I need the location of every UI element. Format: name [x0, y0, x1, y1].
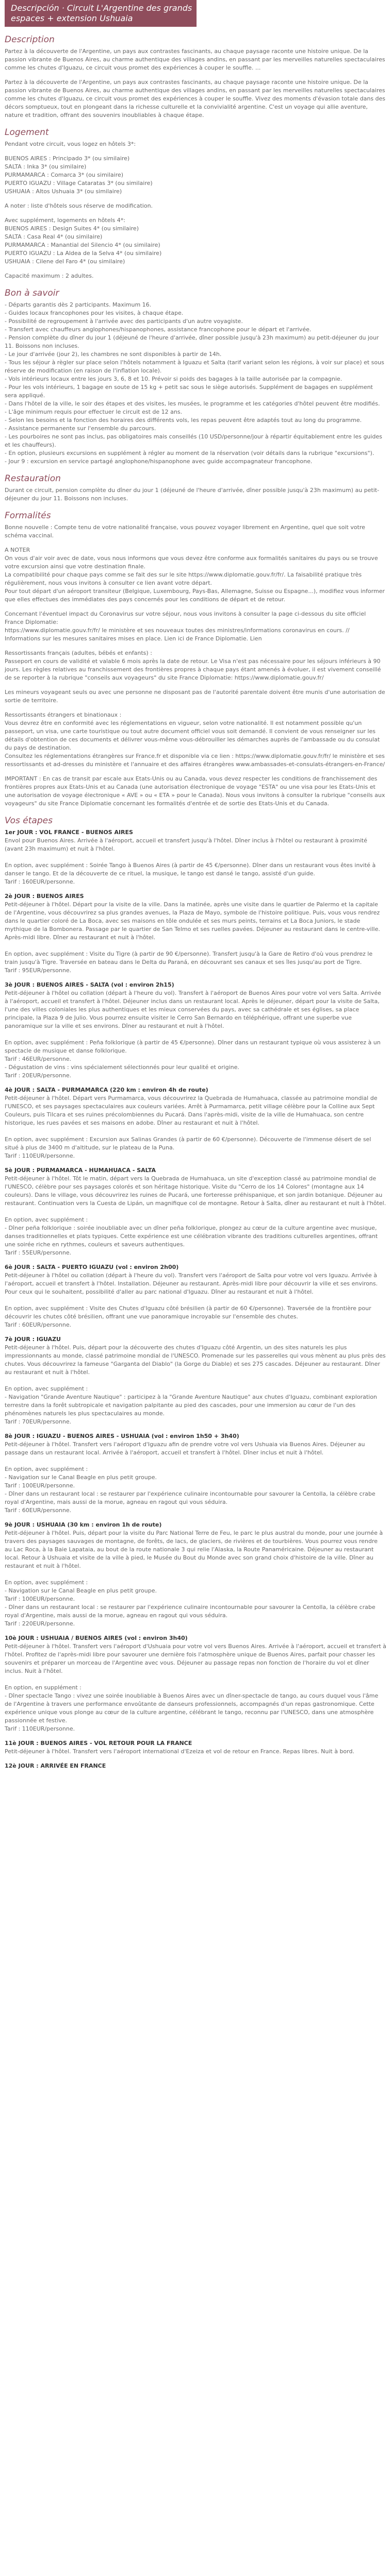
itinerary-days — [5, 828, 386, 1770]
day-description: Envol pour Buenos Aires. Arrivée à l'aéroport, accueil et transfert jusqu'à l'hôtel. Dîner inclus à l'hôtel ou restaurant à proximité (avant 23h maximum) et nuit à l'hôtel. En option, avec supplément : Soirée Tango à Buenos Aires (à partir de 45 €/personne). Dîner dans un restaurant vous êtes invité à danser le tango. Et de la découverte de ce rituel, la musique, le tango est dansé le tango, assisté d'un guide. Tarif : 160EUR/personne. — [5, 837, 376, 885]
section-title: Restauration — [5, 473, 61, 484]
formalites-section — [5, 510, 386, 808]
day-description: Petit-déjeuner à l'hôtel. Puis, départ pour la visite du Parc National Terre de Feu, le parc le plus austral du monde, pour une journée à travers des paysages sauvages de montagne, de forêts, de lacs, de glaciers, de rivières et de tourbières. Vous pourrez vous rendre au Lac Roca, à la Baie Lapataia, au bout de la route nationale 3 qui relie l'Alaska, la Route Panaméricaine. Déjeuner au restaurant local. Retour à Ushuaia et visite de la ville à pied, le Musée du Bout du Monde avec son grand choix d'histoire de la ville. Dîner au restaurant et nuit à l'hôtel. En option, avec supplément : - Navigation sur le Canal Beagle en plus petit groupe. Tarif : 100EUR/personne. - Dîner dans un restaurant local : se restaurer par l'expérience culinaire incontournable pour savourer la Centolla, la célèbre crabe royal d'Argentine, mais aussi de la morue, agneau en ragout qui vous séduira. Tarif : 220EUR/personne. — [5, 1530, 383, 1627]
itinerary-day — [5, 892, 386, 975]
paragraph: A NOTER On vous d'air voir avec de date, vous nous informons que vous devez être conforme aux formalités sanitaires du pays ou se trouve votre excursion ainsi que votre destination finale. La compatibilité pour chaque pays comme se fait des sur le site https://www.diplomatie.gouv.fr/fr/. La faisabilité pratique très régulièrement, nous vous invitons à consulter ce lien avant votre départ. Pour tout départ d'un aéroport transiteur (Belgique, Luxembourg, Pays-Bas, Allemagne, Suisse ou Espagne...), modifiez vous informer que elles effectues des immédiates des pays concernés pour les conditions de départ et de retour. — [5, 547, 385, 603]
section-title: Vos étapes — [5, 816, 53, 826]
day-title: 11è JOUR : BUENOS AIRES - VOL RETOUR POUR LA FRANCE — [5, 1740, 192, 1747]
itinerary-day — [5, 1762, 386, 1770]
itinerary-day — [5, 1263, 386, 1329]
day-title: 6è JOUR : SALTA - PUERTO IGUAZU (vol : environ 2h00) — [5, 1264, 179, 1270]
day-title: 8è JOUR : IGUAZU - BUENOS AIRES - USHUAIA (vol : environ 1h50 + 3h40) — [5, 1433, 239, 1439]
day-title: 2è JOUR : BUENOS AIRES — [5, 893, 84, 900]
paragraph: - Départs garantis dès 2 participants. Maximum 16. - Guides locaux francophones pour les visites, à chaque étape. - Possibilité de regroupement à l'arrivée avec des participants d'un autre voyagiste. - Transfert avec chauffeurs anglophones/hispanophones, assistance francophone pour le départ et l'arrivée. - Pension complète du dîner du jour 1 (déjeuné de l'heure d'arrivée, dîner possible jusqu'à 23h maximum) au petit-déjeuner du jour 11. Boissons non incluses. - Le jour d'arrivée (jour 2), les chambres ne sont disponibles à partir de 14h. - Tous les séjour à règler sur place selon l'hôtels notamment à Iguazu et Salta (tarif variant selon les régions, à voir sur place) et sous réserve de modification (en raison de l'inflation locale). - Vols intérieurs locaux entre les jours 3, 6, 8 et 10. Prévoir si poids des bagages à la taille autorisée par la compagnie. - Pour les vols intérieurs, 1 bagage en soute de 15 kg + petit sac sous le siège autorisés. Supplément de bagages en supplément sera appliqué. - Dans l'hôtel de la ville, le soir des étapes et des visites, les musées, le programme et les catégories d'hôtel peuvent être modifiés. - L'âge minimum requis pour effectuer le circuit est de 12 ans. - Selon les besoins et la fonction des horaires des différents vols, les repas peuvent être adaptés tout au long du programme. - Assistance permanente sur l'ensemble du parcours. - Les pourboires ne sont pas inclus, pas obligatoires mais conseillés (10 USD/personne/jour à répartir équitablement entre les guides et les chauffeurs). - En option, plusieurs excursions en supplément à régler au moment de la réservation (voir détails dans la rubrique "excursions"). - Jour 9 : excursion en service partagé anglophone/hispanophone avec guide accompagnateur francophone. — [5, 301, 384, 465]
day-description: Petit-déjeuner à l'hôtel. Départ vers Purmamarca, vous découvrirez la Quebrada de Humahuaca, classée au patrimoine mondial de l'UNESCO, et ses paysages spectaculaires aux couleurs variées. Arrêt à Purmamarca, petit village célèbre pour la Colline aux Sept Couleurs, puis Tilcara et ses ruines précolombiennes du Pucará. Dans l'après-midi, visite de la ville de Humahuaca, son centre historique, les rues pavées et ses maisons en adobe. Dîner au restaurant et nuit à l'hôtel. En option, avec supplément : Excursion aux Salinas Grandes (à partir de 60 €/personne). Découverte de l'immense désert de sel situé à plus de 3400 m d'altitude, sur le plateau de la Puna. Tarif : 110EUR/personne. — [5, 1095, 378, 1159]
day-title: 5è JOUR : PURMAMARCA - HUMAHUACA - SALTA — [5, 1167, 156, 1174]
description-section — [5, 34, 386, 120]
paragraph: BUENOS AIRES : Principado 3* (ou similaire) SALTA : Inka 3* (ou similaire) PURMAMARCA : Comarca 3* (ou similaire) PUERTO IGUAZU : Village Cataratas 3* (ou similaire) USHUAIA : Altos Ushuaia 3* (ou similaire) — [5, 155, 153, 195]
paragraph: A noter : liste d'hôtels sous réserve de modification. — [5, 202, 153, 209]
section-title: Bon à savoir — [5, 288, 59, 298]
itinerary-day — [5, 1335, 386, 1426]
day-description: Petit-déjeuner à l'hôtel. Tôt le matin, départ vers la Quebrada de Humahuaca, un site d'exception classé au patrimoine mondial de l'UNESCO, célèbre pour ses paysages colorés et son héritage historique. Visite du "Cerro de los 14 Colores" (montagne aux 14 couleurs). Dans le village, vous découvrirez les ruines de Pucará, une forteresse préhispanique, et son jardin botanique. Déjeuner au restaurant. Continuation vers la Cuesta de Lipán, un magnifique col de montagne. Retour à Salta, dîner au restaurant et nuit à l'hôtel. En option, avec supplément : - Dîner peña folklorique : soirée inoubliable avec un dîner peña folklorique, plongez au cœur de la culture argentine avec musique, danses traditionnelles et plats typiques. Cette expérience est une célébration vibrante des traditions culturelles argentines, offrant une soirée riche en rythmes, couleurs et saveurs authentiques. Tarif : 55EUR/personne. — [5, 1175, 386, 1256]
paragraph: Avec supplément, logements en hôtels 4*: BUENOS AIRES : Design Suites 4* (ou similaire) SALTA : Casa Real 4* (ou similaire) PURMAMARCA : Manantial del Silencio 4* (ou similaire) PUERTO IGUAZU : La Aldea de la Selva 4* (ou similaire) USHUAIA : Cilene del Faro 4* (ou similaire) — [5, 217, 162, 265]
paragraph: Ressortissants étrangers et binationaux : Vous devrez être en conformité avec les réglementations en vigueur, selon votre nationalité. Il est notamment possible qu'un passeport, un visa, une carte touristique ou tout autre document officiel vous soit demandé. Il convient de vous renseigner sur les détails d'obtention de ces documents et délivrer vous-même vous-débrouiller les démarches auprès de l'ambassade ou du consulat du pays de destination. Consultez les réglementations étrangères sur France.fr et disponible via ce lien : https://www.diplomatie.gouv.fr/fr/ le ministère et ses ressortissants et ad-dresses du ministère et l'annuaire et des affaires étrangères www.ambassades-et-consulats-étrangers-en-France/ — [5, 711, 385, 768]
section-title: Formalités — [5, 511, 51, 521]
day-title: 9è JOUR : USHUAIA (30 km : environ 1h de route) — [5, 1521, 162, 1528]
description-paragraph: Partez à la découverte de l'Argentine, un pays aux contrastes fascinants, au chaque paysage raconte une histoire unique. De la passion vibrante de Buenos Aires, au charme authentique des villages andins, en passant par les merveilles naturelles spectaculaires comme les chutes d'Iguazu, ce circuit vous promet des expériences à couper le souffle. Vivez des moments d'évasion totale dans des décors somptueux, tout en plongeant dans la richesse culturelle et la convivialité argentine. C'est un voyage qui allie aventure, nature et tradition, offrant des souvenirs inoubliables à chaque étape. — [5, 79, 386, 118]
day-title: 4è JOUR : SALTA - PURMAMARCA (220 km : environ 4h de route) — [5, 1087, 208, 1093]
day-description: Petit-déjeuner à l'hôtel. Transfert vers l'aéroport international d'Ezeiza et vol de retour en France. Repas libres. Nuit à bord. — [5, 1748, 354, 1755]
day-description: Petit-déjeuner à l'hôtel ou collation (départ à l'heure du vol). Transfert vers l'aéroport de Salta pour votre vol vers Iguazu. Arrivée à l'aéroport, accueil et transfert à l'hôtel. Installation. Déjeuner au restaurant. Après-midi libre pour découvrir la ville et ses environs. Pour ceux qui le souhaitent, possibilité d'aller au parc national d'Iguazu. Dîner au restaurant et nuit à l'hôtel. En option, avec supplément : Visite des Chutes d'Iguazu côté brésilien (à partir de 60 €/personne). Traversée de la frontière pour découvrir les chutes côté brésilien, offrant une vue panoramique incroyable sur l'ensemble des chutes. Tarif : 60EUR/personne. — [5, 1272, 378, 1328]
paragraph: Ressortissants français (adultes, bébés et enfants) : Passeport en cours de validité et valable 6 mois après la date de retour. Le Visa n'est pas nécessaire pour les séjours inférieurs à 90 jours. Les règles relatives au franchissement des frontières propres à chaque pays étant amenés à évoluer, il est vivement conseillé de se reporter à la rubrique "conseils aux voyageurs" du site France Diplomatie: https://www.diplomatie.gouv.fr/ — [5, 650, 381, 681]
paragraph: Capacité maximum : 2 adultes. — [5, 273, 94, 279]
itinerary-day — [5, 828, 386, 886]
restauration-section — [5, 473, 386, 503]
day-title: 7è JOUR : IGUAZU — [5, 1336, 61, 1343]
bon-a-savoir-section — [5, 287, 386, 466]
itinerary-day — [5, 1739, 386, 1756]
day-description: Petit-déjeuner à l'hôtel. Transfert vers l'aéroport d'Ushuaia pour votre vol vers Buenos Aires. Arrivée à l'aéroport, accueil et transfert à l'hôtel. Profitez de l'après-midi libre pour savourer une dernière fois l'atmosphère unique de Buenos Aires, parfait pour chasser les souvenirs et préparer un morceau de l'Argentine avec vous. Déjeuner au passage repas non fonction de l'horaire du vol et dîner inclus. Nuit à l'hôtel. En option, en supplément : - Dîner spectacle Tango : vivez une soirée inoubliable à Buenos Aires avec un dîner-spectacle de tango, au cours duquel vous l'âme de l'Argentine à travers une performance envoûtante de danseurs professionnels, accompagnés d'un repas gastronomique. Cette expérience unique vous plonge au cœur de la culture argentine, célébrant le tango, reconnu par l'UNESCO, dans une atmosphère passionnée et festive. Tarif : 110EUR/personne. — [5, 1643, 386, 1732]
itinerary-day — [5, 981, 386, 1080]
day-description: Petit-déjeuner à l'hôtel ou collation (départ à l'heure du vol). Transfert à l'aéroport de Buenos Aires pour votre vol vers Salta. Arrivée à l'aéroport, accueil et transfert à l'hôtel. Déjeuner inclus dans un restaurant local. Après le déjeuner, départ pour la visite de Salta, l'une des villes coloniales les plus authentiques et les mieux conservées du pays, avec sa cathédrale et ses églises, sa place principale, la Plaza 9 de Julio. Vous pourrez ensuite visiter le Cerro San Bernardo en téléphérique, offrant une superbe vue panoramique sur la ville et ses environs. Dîner au restaurant et nuit à l'hôtel. En option, avec supplément : Peña folklorique (à partir de 45 €/personne). Dîner dans un restaurant typique où vous assisterez à un spectacle de musique et danse folklorique. Tarif : 46EUR/personne. - Dégustation de vins : vins spécialement sélectionnés pour leur qualité et origine. Tarif : 20EUR/personne. — [5, 990, 381, 1079]
paragraph: Concernant l'éventuel impact du Coronavirus sur votre séjour, nous vous invitons à consulter la page ci-dessous du site officiel France Diplomatie: https://www.diplomatie.gouv.fr/fr/ le ministère et ses nouveaux toutes des ministres/informations coronavirus en cours. // Informations sur les mesures sanitaires mises en place. Lien ici de France Diplomatie. Lien — [5, 611, 366, 642]
itinerary-section — [5, 815, 386, 1770]
day-title: 1er JOUR : VOL FRANCE - BUENOS AIRES — [5, 829, 133, 836]
itinerary-day — [5, 1086, 386, 1160]
day-title: 10è JOUR : USHUAIA / BUENOS AIRES (vol : environ 3h40) — [5, 1635, 188, 1641]
day-description: Petit-déjeuner à l'hôtel. Transfert vers l'aéroport d'Iguazu afin de prendre votre vol vers Ushuaia via Buenos Aires. Déjeuner au passage dans un restaurant local. Arrivée à l'aéroport, accueil et transfert à l'hôtel. Dîner inclus et nuit à l'hôtel. En option, avec supplément : - Navigation sur le Canal Beagle en plus petit groupe. Tarif : 100EUR/personne. - Dîner dans un restaurant local : se restaurer par l'expérience culinaire incontournable pour savourer la Centolla, la célèbre crabe royal d'Argentine, mais aussi de la morue, agneau en ragout qui vous séduira. Tarif : 60EUR/personne. — [5, 1441, 376, 1514]
section-title: Logement — [5, 127, 49, 138]
itinerary-day — [5, 1432, 386, 1515]
day-title: 12è JOUR : ARRIVÉE EN FRANCE — [5, 1762, 106, 1769]
section-title: Description — [5, 35, 55, 45]
day-description: Petit-déjeuner à l'hôtel. Départ pour la visite de la ville. Dans la matinée, après une visite dans le quartier de Palermo et la capitale de l'Argentine, vous découvrirez sa plus grandes avenues, la Plaza de Mayo, symbole de l'histoire politique. Puis, vous vous rendrez dans le quartier coloré de La Boca, avec ses maisons en tôle ondulée et ses murs peints, terrains et La Boca Juniors, le stade mythique de la Bombonera. Passage par le quartier de San Telmo et ses ruelles pavées. Déjeuner au restaurant dans le centre-ville. Après-midi libre. Dîner au restaurant et nuit à l'hôtel. En option, avec supplément : Visite du Tigre (à partir de 90 €/personne). Transfert jusqu'à la Gare de Retiro d'où vous prendrez le train jusqu'à Tigre. Traversée en bateau dans le Delta du Paraná, en découvrant ses canaux et ses îles jusqu'au port de Tigre. Tarif : 95EUR/personne. — [5, 901, 380, 974]
logement-section — [5, 127, 386, 280]
page-title: Descripción · Circuit L'Argentine des grands espaces + extension Ushuaia — [11, 3, 192, 23]
paragraph: Bonne nouvelle : Compte tenu de votre nationalité française, vous pouvez voyager librement en Argentine, quel que soit votre schéma vaccinal. — [5, 524, 365, 539]
day-title: 3è JOUR : BUENOS AIRES - SALTA (vol : environ 2h15) — [5, 981, 174, 988]
paragraph: Durant ce circuit, pension complète du dîner du jour 1 (déjeuné de l'heure d'arrivée, dîner possible jusqu'à 23h maximum) au petit-déjeuner du jour 11. Boissons non incluses. — [5, 487, 380, 502]
page-header — [5, 0, 197, 27]
itinerary-day — [5, 1166, 386, 1257]
paragraph: Les mineurs voyageant seuls ou avec une personne ne disposant pas de l'autorité parentale doivent être munis d'une autorisation de sortie de territoire. — [5, 689, 385, 704]
paragraph: Pendant votre circuit, vous logez en hôtels 3*: — [5, 141, 136, 147]
intro-paragraph: Partez à la découverte de l'Argentine, un pays aux contrastes fascinants, au chaque paysage raconte une histoire unique. De la passion vibrante de Buenos Aires, au charme authentique des villages andins, en passant par les merveilles naturelles spectaculaires comme les chutes d'Iguazu, ce circuit vous promet des expériences à couper le souffle. ... — [5, 48, 385, 71]
itinerary-day — [5, 1634, 386, 1733]
paragraph: IMPORTANT : En cas de transit par escale aux Etats-Unis ou au Canada, vous devez respecter les conditions de franchissement des frontières propres aux Etats-Unis et au Canada (une autorisation électronique de voyage "ESTA" ou une visa pour les Etats-Unis et une autorisation de voyage électronique « AVE » ou « ETA » pour le Canada). Nous vous invitons à consulter la rubrique "conseils aux voyageurs" du site France Diplomatie concernant les formalités d'entrée et de sortie des Etats-Unis et du Canada. — [5, 775, 385, 807]
itinerary-day — [5, 1521, 386, 1628]
day-description: Petit-déjeuner à l'hôtel. Puis, départ pour la découverte des chutes d'Iguazu côté Argentin, un des sites naturels les plus impressionnants au monde, classé patrimoine mondial de l'UNESCO. Promenade sur les passerelles qui vous mènent au plus près des chutes. Vous découvrirez la fameuse "Garganta del Diablo" (la Gorge du Diable) et ses 275 cascades. Déjeuner au restaurant. Dîner au restaurant et nuit à l'hôtel. En option, avec supplément : - Navigation "Grande Aventure Nautique" : participez à la "Grande Aventure Nautique" aux chutes d'Iguazu, combinant exploration terrestre dans la forêt subtropicale et navigation palpitante au pied des cascades, pour une immersion au cœur de l'un des phénomènes naturels les plus spectaculaires au monde. Tarif : 70EUR/personne. — [5, 1344, 386, 1425]
